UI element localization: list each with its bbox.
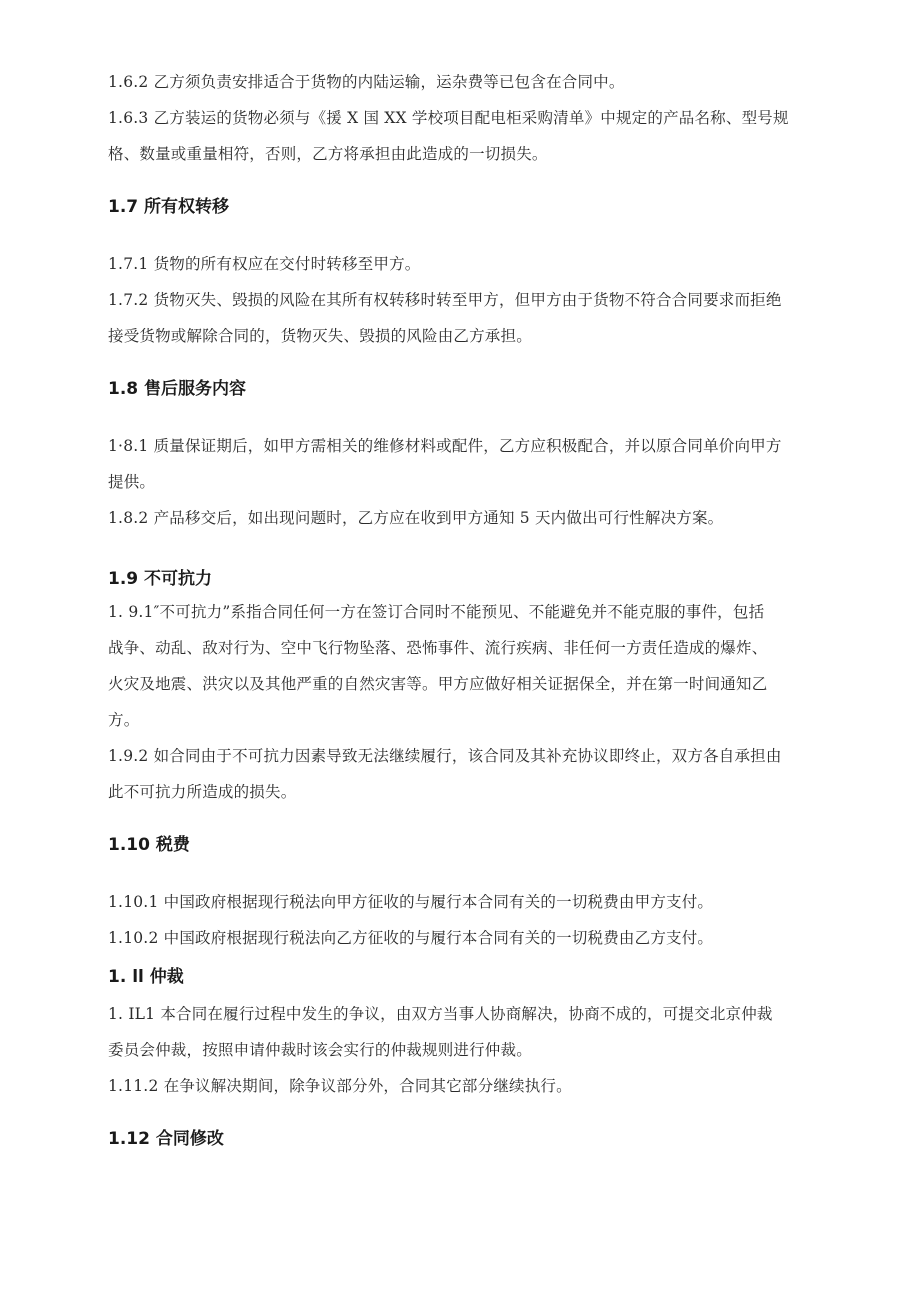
clause-1-7-2-line-2: 接受货物或解除合同的，货物灭失、毁损的风险由乙方承担。 [108,327,532,345]
clause-1-7-2-line-1: 1.7.2 货物灭失、毁损的风险在其所有权转移时转至甲方，但甲方由于货物不符合合同要求而拒绝 [108,291,782,309]
clause-1-9-2-line-2: 此不可抗力所造成的损失。 [108,783,297,801]
clause-1-9-1-line-2: 战争、动乱、敌对行为、空中飞行物坠落、恐怖事件、流行疾病、非任何一方责任造成的爆炸、 [108,639,768,657]
clause-1-8-2: 1.8.2 产品移交后，如出现问题时，乙方应在收到甲方通知 5 天内做出可行性解决方案。 [108,509,724,527]
clause-1-11-1-line-2: 委员会仲裁，按照申请仲裁时该会实行的仲裁规则进行仲裁。 [108,1041,532,1059]
clause-1-8-1-line-1: 1·8.1 质量保证期后，如甲方需相关的维修材料或配件，乙方应积极配合，并以原合同单价向甲方 [108,437,782,455]
clause-1-10-1: 1.10.1 中国政府根据现行税法向甲方征收的与履行本合同有关的一切税费由甲方支付。 [108,893,714,911]
clause-1-6-3-line-2: 格、数量或重量相符，否则，乙方将承担由此造成的一切损失。 [108,145,548,163]
clause-1-6-3-line-1: 1.6.3 乙方装运的货物必须与《援 X 国 XX 学校项目配电柜采购清单》中规定的产品名称、型号规 [108,109,789,127]
clause-1-9-1-line-3: 火灾及地震、洪灾以及其他严重的自然灾害等。甲方应做好相关证据保全，并在第一时间通知乙 [108,675,768,693]
heading-1-11: 1. ll 仲裁 [108,967,184,987]
clause-1-6-2: 1.6.2 乙方须负责安排适合于货物的内陆运输，运杂费等已包含在合同中。 [108,73,625,91]
clause-1-10-2: 1.10.2 中国政府根据现行税法向乙方征收的与履行本合同有关的一切税费由乙方支付。 [108,929,714,947]
heading-1-9: 1.9 不可抗力 [108,569,213,589]
clause-1-8-1-line-2: 提供。 [108,473,156,491]
clause-1-7-1: 1.7.1 货物的所有权应在交付时转移至甲方。 [108,255,421,273]
heading-1-10: 1.10 税费 [108,835,190,855]
clause-1-9-2-line-1: 1.9.2 如合同由于不可抗力因素导致无法继续履行，该合同及其补充协议即终止，双方各自承担由 [108,747,782,765]
clause-1-11-2: 1.11.2 在争议解决期间，除争议部分外，合同其它部分继续执行。 [108,1077,572,1095]
heading-1-7: 1.7 所有权转移 [108,197,230,217]
clause-1-11-1-line-1: 1. IL1 本合同在履行过程中发生的争议，由双方当事人协商解决，协商不成的，可提交北京仲裁 [108,1005,773,1023]
heading-1-12: 1.12 合同修改 [108,1129,224,1149]
clause-1-9-1-line-4: 方。 [108,711,140,729]
heading-1-8: 1.8 售后服务内容 [108,379,247,399]
clause-1-9-1-line-1: 1. 9.1″不可抗力”系指合同任何一方在签订合同时不能预见、不能避免并不能克服的事件，包括 [108,603,765,621]
